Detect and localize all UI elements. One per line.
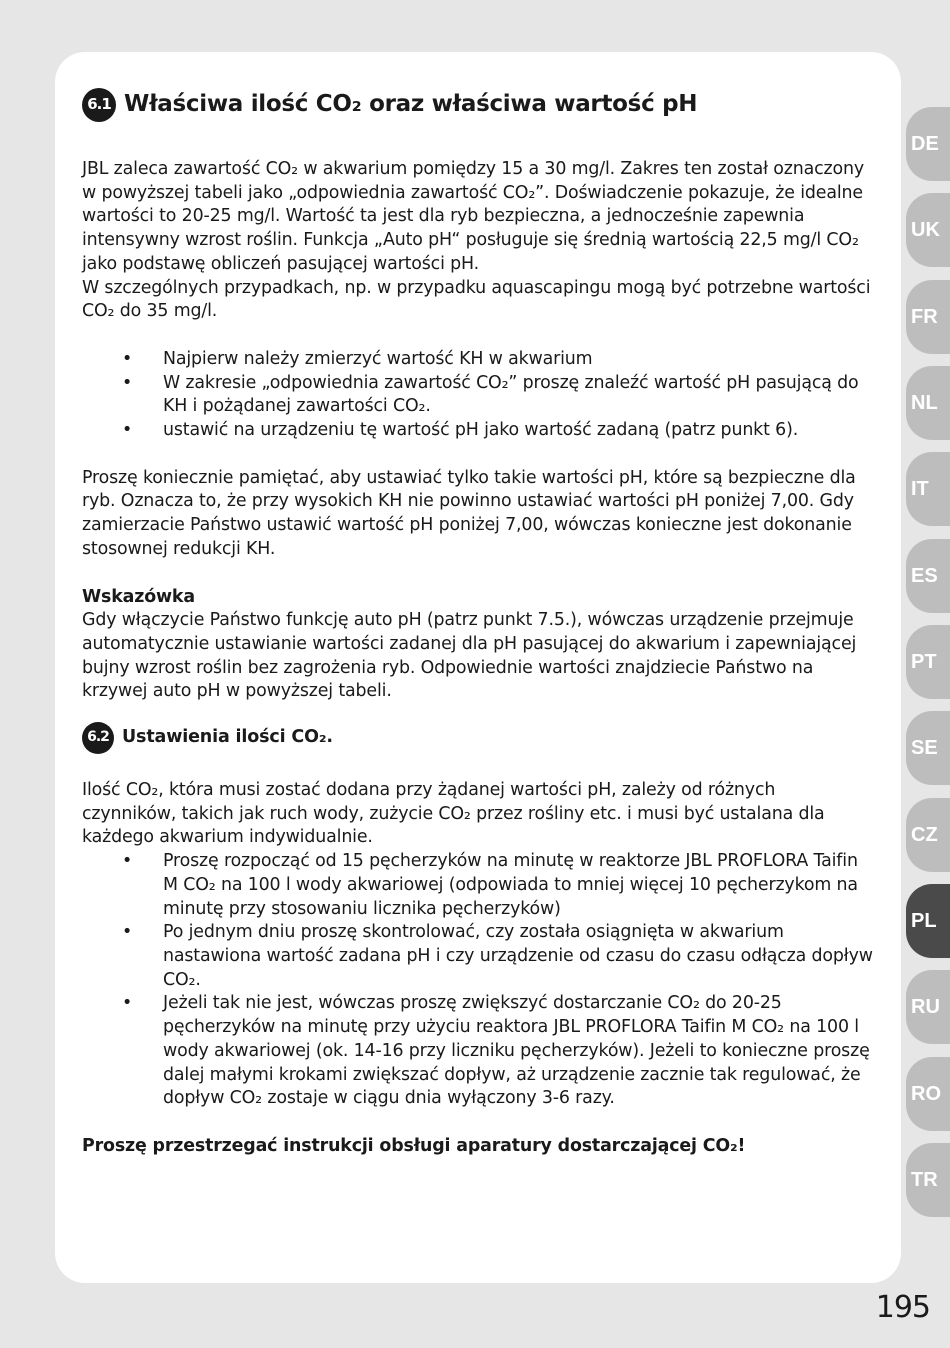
section-title: Ustawienia ilości CO₂. xyxy=(122,727,333,748)
language-tab-pl[interactable]: PL xyxy=(906,884,950,958)
page-number: 195 xyxy=(875,1290,930,1325)
list-item: • Jeżeli tak nie jest, wówczas proszę zwiększyć dostarczanie CO₂ do 20-25 pęcherzyków na minutę przy użyciu reaktora JBL PROFLORA Taifin M CO₂ na 100 l wody akwariowej (ok. 14-16 przy liczniku pęcherzyków). Jeżeli to konieczne proszę dalej małymi krokami zwiększać dopływ, aż urządzenie zacznie tak regulować, że dopływ CO₂ zostaje w ciągu dnia wyłączony 3-6 razy. xyxy=(122,993,870,1109)
list-item: • ustawić na urządzeniu tę wartość pH jako wartość zadaną (patrz punkt 6). xyxy=(82,419,874,443)
section-6-2-heading xyxy=(82,722,874,754)
paragraph: Ilość CO₂, która musi zostać dodana przy żądanej wartości pH, zależy od różnych czynników, takich jak ruch wody, zużycie CO₂ przez rośliny etc. i musi być ustalana dla każdego akwarium indywidualnie. xyxy=(82,780,825,848)
note-text: Gdy włączycie Państwo funkcję auto pH (patrz punkt 7.5.), wówczas urządzenie przejmuje automatycznie ustawianie wartości zadanej dla pH pasującej do akwarium i zapewniającej bujny wzrost roślin bez zagrożenia ryb. Odpowiednie wartości znajdziecie Państwo na krzywej auto pH w powyższej tabeli. xyxy=(82,610,857,702)
bullet-icon: • xyxy=(122,851,133,872)
final-note: Proszę przestrzegać instrukcji obsługi aparatury dostarczającej CO₂! xyxy=(82,1135,746,1156)
language-tabs xyxy=(903,0,950,1348)
language-tab-pt[interactable]: PT xyxy=(906,625,950,699)
paragraph: JBL zaleca zawartość CO₂ w akwarium pomiędzy 15 a 30 mg/l. Zakres ten został oznaczony w powyższej tabeli jako „odpowiednia zawartość CO₂”. Doświadczenie pokazuje, że idealne wartości to 20-25 mg/l. Wartość ta jest dla ryb bezpieczna, a jednocześnie zapewnia intensywny wzrost roślin. Funkcja „Auto pH“ posługuje się średnią wartością 22,5 mg/l CO₂ jako podstawę obliczeń pasującej wartości pH. xyxy=(82,159,865,274)
section-number-badge: 6.1 xyxy=(82,88,116,122)
bullet-list xyxy=(82,348,874,443)
language-tab-uk[interactable]: UK xyxy=(906,193,950,267)
language-tab-ru[interactable]: RU xyxy=(906,970,950,1044)
bullet-icon: • xyxy=(122,348,133,369)
list-item: • Najpierw należy zmierzyć wartość KH w akwarium xyxy=(82,348,874,372)
bullet-icon: • xyxy=(122,922,133,943)
manual-content xyxy=(82,88,874,1159)
language-tab-tr[interactable]: TR xyxy=(906,1143,950,1217)
section-title: Właściwa ilość CO₂ oraz właściwa wartość pH xyxy=(124,91,698,118)
paragraph: Proszę koniecznie pamiętać, aby ustawiać tylko takie wartości pH, które są bezpieczne dla ryb. Oznacza to, że przy wysokich KH nie powinno ustawiać wartości pH poniżej 7,00. Gdy zamierzacie Państwo ustawić wartość pH poniżej 7,00, wówczas konieczne jest dokonanie stosownej redukcji KH. xyxy=(82,467,856,559)
language-tab-se[interactable]: SE xyxy=(906,711,950,785)
language-tab-fr[interactable]: FR xyxy=(906,280,950,354)
section-6-1-heading xyxy=(82,88,874,122)
bullet-icon: • xyxy=(122,993,133,1014)
language-tab-es[interactable]: ES xyxy=(906,539,950,613)
list-item: • W zakresie „odpowiednia zawartość CO₂” proszę znaleźć wartość pH pasującą do KH i pożądanej zawartości CO₂. xyxy=(122,372,859,417)
language-tab-nl[interactable]: NL xyxy=(906,366,950,440)
language-tab-cz[interactable]: CZ xyxy=(906,798,950,872)
list-item: • Po jednym dniu proszę skontrolować, czy została osiągnięta w akwarium nastawiona wartość zadana pH i czy urządzenie od czasu do czasu odłącza dopływ CO₂. xyxy=(122,922,873,990)
language-tab-it[interactable]: IT xyxy=(906,452,950,526)
bullet-icon: • xyxy=(122,420,133,441)
paragraph: W szczególnych przypadkach, np. w przypadku aquascapingu mogą być potrzebne wartości CO₂ do 35 mg/l. xyxy=(82,277,871,322)
section-number-badge: 6.2 xyxy=(82,722,114,754)
language-tab-ro[interactable]: RO xyxy=(906,1057,950,1131)
bullet-list xyxy=(82,850,874,1111)
bullet-icon: • xyxy=(122,372,133,393)
language-tab-de[interactable]: DE xyxy=(906,107,950,181)
list-item: • Proszę rozpocząć od 15 pęcherzyków na minutę w reaktorze JBL PROFLORA Taifin M CO₂ na 100 l wody akwariowej (odpowiada to mniej więcej 10 pęcherzykom na minutę przy stosowaniu licznika pęcherzyków) xyxy=(122,851,858,919)
note-title: Wskazówka xyxy=(82,586,195,607)
